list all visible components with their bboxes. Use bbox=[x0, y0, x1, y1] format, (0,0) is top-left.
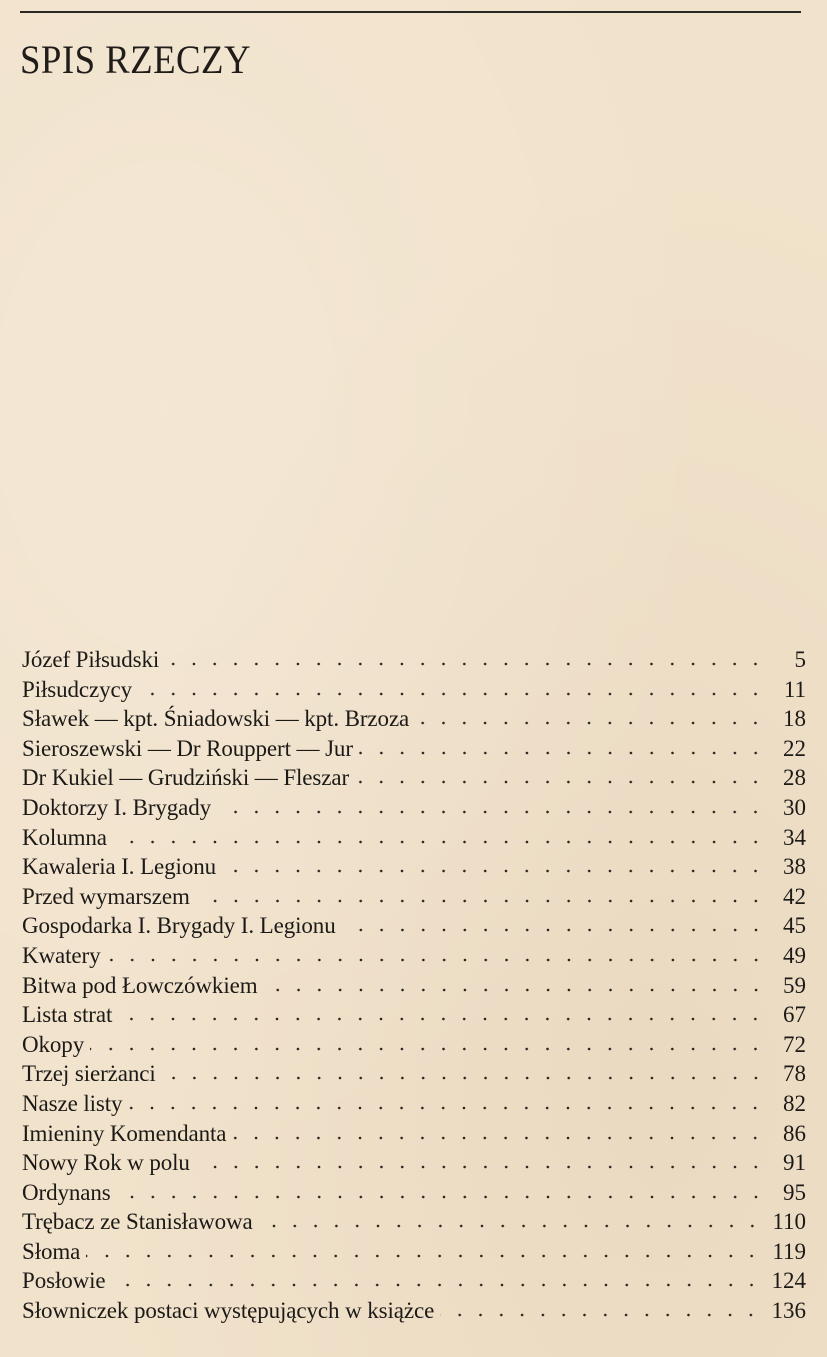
toc-entry bbox=[22, 1237, 806, 1267]
toc-entry-page-number: 82 bbox=[783, 1090, 806, 1116]
toc-entry-page-number: 38 bbox=[783, 854, 806, 880]
toc-entry bbox=[22, 645, 806, 675]
toc-entry bbox=[22, 793, 806, 823]
toc-entry bbox=[22, 823, 806, 853]
toc-entry-title: Słoma bbox=[22, 1238, 81, 1264]
toc-entry bbox=[22, 852, 806, 882]
toc-entry-page-number: 119 bbox=[772, 1238, 806, 1264]
dot-leader bbox=[162, 1076, 766, 1080]
toc-entry-page-number: 30 bbox=[783, 794, 806, 820]
toc-entry-page-number: 136 bbox=[771, 1298, 806, 1324]
toc-entry-title: Słowniczek postaci występujących w książce bbox=[22, 1298, 435, 1324]
toc-entry-page-number: 110 bbox=[772, 1209, 806, 1235]
toc-entry bbox=[22, 763, 806, 793]
toc-entry bbox=[22, 704, 806, 734]
dot-leader bbox=[118, 1017, 766, 1021]
toc-entry bbox=[22, 1207, 806, 1237]
toc-entry-title: Okopy bbox=[22, 1031, 85, 1057]
toc-entry bbox=[22, 734, 806, 764]
toc-entry-title: Sieroszewski — Dr Rouppert — Jur bbox=[22, 735, 353, 761]
toc-entry-page-number: 42 bbox=[783, 883, 806, 909]
dot-leader bbox=[355, 780, 766, 784]
toc-entry-page-number: 5 bbox=[794, 647, 806, 672]
toc-entry bbox=[22, 882, 806, 912]
dot-leader bbox=[264, 988, 766, 992]
toc-entry-page-number: 22 bbox=[783, 735, 806, 761]
dot-leader bbox=[415, 721, 766, 725]
toc-entry bbox=[22, 971, 806, 1001]
toc-entry bbox=[22, 1059, 806, 1089]
top-rule bbox=[20, 11, 801, 13]
dot-leader bbox=[113, 840, 766, 844]
toc-entry-title: Lista strat bbox=[22, 1002, 113, 1028]
toc-entry bbox=[22, 1178, 806, 1208]
dot-leader bbox=[196, 1165, 766, 1169]
toc-entry bbox=[22, 675, 806, 705]
toc-entry bbox=[22, 941, 806, 971]
toc-entry-page-number: 91 bbox=[783, 1150, 806, 1176]
toc-entry-page-number: 11 bbox=[783, 676, 806, 702]
toc-entry-title: Sławek — kpt. Śniadowski — kpt. Brzoza bbox=[22, 706, 410, 732]
toc-entry-page-number: 49 bbox=[783, 942, 806, 968]
dot-leader bbox=[440, 1313, 761, 1317]
toc-entry-title: Kawaleria I. Legionu bbox=[22, 854, 217, 880]
toc-entry bbox=[22, 1089, 806, 1119]
toc-entry-title: Kolumna bbox=[22, 824, 107, 850]
toc-entry bbox=[22, 1148, 806, 1178]
dot-leader bbox=[259, 1224, 763, 1228]
dot-leader bbox=[342, 928, 766, 932]
toc-entry-page-number: 59 bbox=[783, 972, 806, 998]
toc-entry-page-number: 78 bbox=[783, 1061, 806, 1087]
table-of-contents bbox=[22, 645, 806, 1326]
dot-leader bbox=[90, 1047, 766, 1051]
dot-leader bbox=[217, 810, 766, 814]
dot-leader bbox=[117, 1195, 766, 1199]
toc-entry-title: Józef Piłsudski bbox=[22, 647, 160, 672]
toc-entry-title: Nowy Rok w polu bbox=[22, 1150, 190, 1176]
toc-entry-title: Imieniny Komendanta bbox=[22, 1120, 227, 1146]
toc-entry-title: Piłsudczycy bbox=[22, 676, 133, 702]
toc-entry-title: Kwatery bbox=[22, 942, 101, 968]
toc-entry-title: Trzej sierżanci bbox=[22, 1061, 156, 1087]
dot-leader bbox=[196, 899, 766, 903]
toc-entry bbox=[22, 1266, 806, 1296]
toc-entry-page-number: 86 bbox=[783, 1120, 806, 1146]
dot-leader bbox=[165, 662, 766, 666]
toc-entry-page-number: 95 bbox=[783, 1179, 806, 1205]
toc-entry-page-number: 124 bbox=[771, 1268, 806, 1294]
toc-entry-page-number: 67 bbox=[783, 1002, 806, 1028]
toc-entry-title: Ordynans bbox=[22, 1179, 111, 1205]
toc-entry bbox=[22, 911, 806, 941]
toc-entry bbox=[22, 1000, 806, 1030]
toc-entry-title: Trębacz ze Stanisławowa bbox=[22, 1209, 253, 1235]
dot-leader bbox=[107, 958, 767, 962]
toc-entry-page-number: 34 bbox=[783, 824, 806, 850]
toc-entry-page-number: 45 bbox=[783, 913, 806, 939]
dot-leader bbox=[222, 869, 766, 873]
toc-entry-title: Doktorzy I. Brygady bbox=[22, 794, 212, 820]
toc-entry-title: Posłowie bbox=[22, 1268, 106, 1294]
dot-leader bbox=[359, 751, 766, 755]
page-title: SPIS RZECZY bbox=[20, 37, 252, 82]
toc-entry-title: Bitwa pod Łowczówkiem bbox=[22, 972, 258, 998]
toc-entry bbox=[22, 1030, 806, 1060]
toc-entry bbox=[22, 1119, 806, 1149]
dot-leader bbox=[138, 692, 766, 696]
dot-leader bbox=[86, 1254, 762, 1258]
toc-entry bbox=[22, 1296, 806, 1326]
dot-leader bbox=[112, 1283, 762, 1287]
toc-entry-page-number: 72 bbox=[783, 1031, 806, 1057]
toc-entry-page-number: 28 bbox=[783, 765, 806, 791]
toc-entry-title: Nasze listy bbox=[22, 1090, 123, 1116]
dot-leader bbox=[232, 1136, 766, 1140]
toc-entry-title: Gospodarka I. Brygady I. Legionu bbox=[22, 913, 336, 939]
dot-leader bbox=[128, 1106, 766, 1110]
toc-entry-title: Przed wymarszem bbox=[22, 883, 190, 909]
toc-entry-title: Dr Kukiel — Grudziński — Fleszar bbox=[22, 765, 350, 791]
toc-entry-page-number: 18 bbox=[783, 706, 806, 732]
